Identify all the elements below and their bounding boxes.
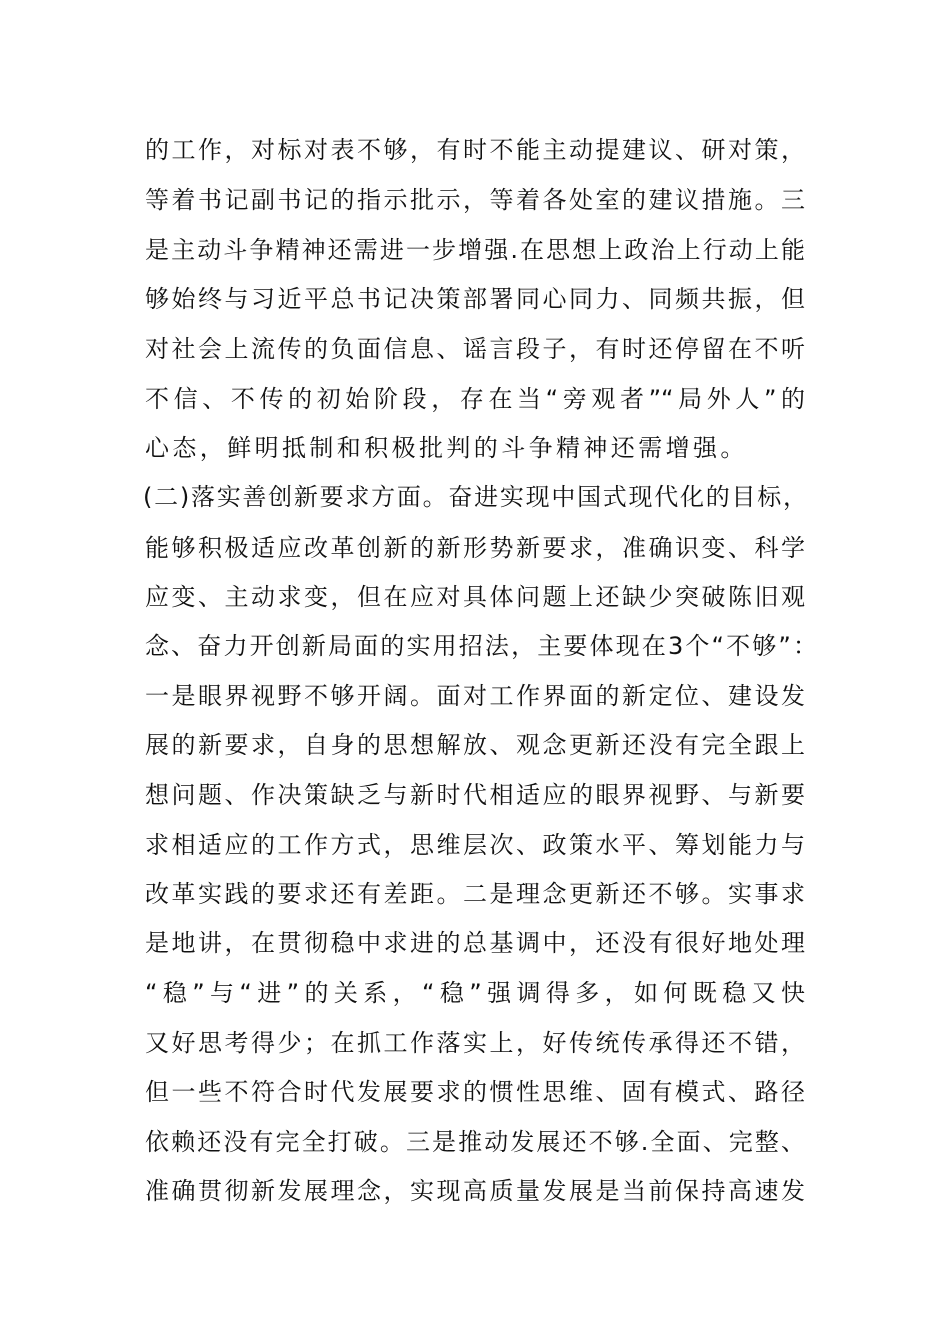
text-line: 一是眼界视野不够开阔。面对工作界面的新定位、建设发	[145, 682, 805, 710]
text-line: 改革实践的要求还有差距。二是理念更新还不够。实事求	[145, 880, 805, 908]
text-line: 准确贯彻新发展理念，实现高质量发展是当前保持高速发	[145, 1177, 805, 1205]
text-line: 想问题、作决策缺乏与新时代相适应的眼界视野、与新要	[145, 781, 805, 809]
text-line: 够始终与习近平总书记决策部署同心同力、同频共振，但	[145, 285, 805, 313]
text-line: 等着书记副书记的指示批示，等着各处室的建议措施。三	[145, 186, 805, 214]
text-line: 心态，鲜明抵制和积极批判的斗争精神还需增强。	[145, 434, 748, 462]
text-line: 依赖还没有完全打破。三是推动发展还不够.全面、完整、	[145, 1128, 805, 1156]
text-line: 是主动斗争精神还需进一步增强.在思想上政治上行动上能	[145, 236, 805, 264]
text-line: 不信、不传的初始阶段，存在当“旁观者”“局外人”的	[145, 385, 805, 413]
section-heading-line: (二)落实善创新要求方面。奋进实现中国式现代化的目标，	[143, 483, 807, 511]
text-line: 念、奋力开创新局面的实用招法，主要体现在3个“不够”：	[145, 632, 817, 660]
text-line: 又好思考得少；在抓工作落实上，好传统传承得还不错，	[145, 1029, 805, 1057]
text-line: 的工作，对标对表不够，有时不能主动提建议、研对策，	[145, 136, 805, 164]
text-line: “稳”与“进”的关系，“稳”强调得多，如何既稳又快	[145, 979, 805, 1007]
text-line: 是地讲，在贯彻稳中求进的总基调中，还没有很好地处理	[145, 929, 805, 957]
text-line: 对社会上流传的负面信息、谣言段子，有时还停留在不听	[145, 335, 805, 363]
text-line: 能够积极适应改革创新的新形势新要求，准确识变、科学	[145, 534, 805, 562]
text-line: 应变、主动求变，但在应对具体问题上还缺少突破陈旧观	[145, 583, 805, 611]
text-line: 但一些不符合时代发展要求的惯性思维、固有模式、路径	[145, 1078, 805, 1106]
text-line: 求相适应的工作方式，思维层次、政策水平、筹划能力与	[145, 831, 805, 859]
text-line: 展的新要求，自身的思想解放、观念更新还没有完全跟上	[145, 731, 805, 759]
